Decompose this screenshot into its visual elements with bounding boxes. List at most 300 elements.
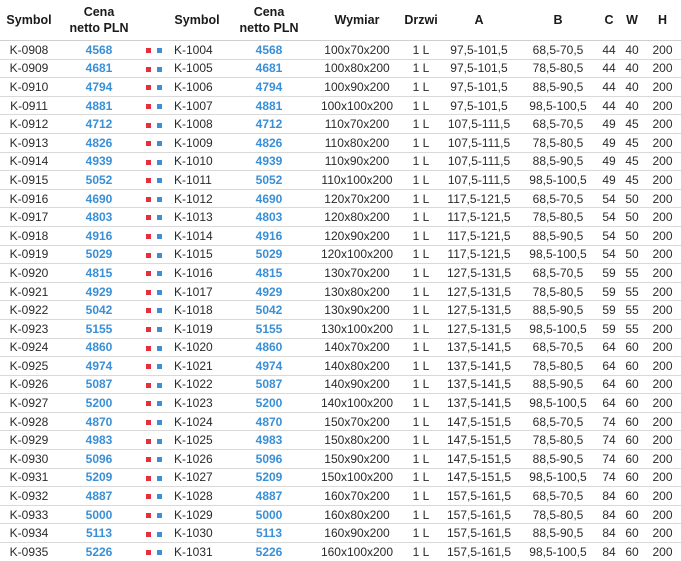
- price-2-cell: 4815: [226, 264, 312, 283]
- price-2-cell: 4860: [226, 338, 312, 357]
- price-2-cell: 5052: [226, 171, 312, 190]
- dimension-cell: 140x100x200: [312, 394, 402, 413]
- color-marker-cell: [140, 431, 168, 450]
- symbol-1-cell: K-0929: [0, 431, 58, 450]
- w-value-cell: 50: [620, 245, 644, 264]
- price-2-cell: 4681: [226, 59, 312, 78]
- symbol-2-cell: K-1011: [168, 171, 226, 190]
- symbol-2-cell: K-1030: [168, 524, 226, 543]
- color-marker-cell: [140, 208, 168, 227]
- price-1-cell: 4881: [58, 96, 140, 115]
- c-value-cell: 54: [598, 189, 620, 208]
- doors-cell: 1 L: [402, 431, 440, 450]
- color-marker-cell: [140, 468, 168, 487]
- symbol-1-cell: K-0919: [0, 245, 58, 264]
- symbol-1-cell: K-0920: [0, 264, 58, 283]
- color-marker-cell: [140, 264, 168, 283]
- symbol-2-cell: K-1022: [168, 375, 226, 394]
- a-value-cell: 137,5-141,5: [440, 394, 518, 413]
- b-value-cell: 68,5-70,5: [518, 41, 598, 60]
- c-value-cell: 49: [598, 115, 620, 134]
- table-row: [0, 468, 681, 487]
- table-row: [0, 171, 681, 190]
- blue-square-icon: [157, 160, 162, 165]
- w-value-cell: 50: [620, 189, 644, 208]
- price-2-cell: 5200: [226, 394, 312, 413]
- dimension-cell: 100x90x200: [312, 78, 402, 97]
- red-square-icon: [146, 439, 151, 444]
- color-marker-cell: [140, 301, 168, 320]
- table-row: [0, 226, 681, 245]
- doors-cell: 1 L: [402, 226, 440, 245]
- header-marker: [140, 0, 168, 41]
- c-value-cell: 44: [598, 59, 620, 78]
- table-row: [0, 505, 681, 524]
- doors-cell: 1 L: [402, 59, 440, 78]
- dimension-cell: 150x90x200: [312, 450, 402, 469]
- price-2-cell: 4794: [226, 78, 312, 97]
- table-row: [0, 543, 681, 561]
- b-value-cell: 88,5-90,5: [518, 524, 598, 543]
- doors-cell: 1 L: [402, 394, 440, 413]
- symbol-1-cell: K-0934: [0, 524, 58, 543]
- blue-square-icon: [157, 346, 162, 351]
- a-value-cell: 117,5-121,5: [440, 208, 518, 227]
- price-1-cell: 4860: [58, 338, 140, 357]
- c-value-cell: 84: [598, 505, 620, 524]
- doors-cell: 1 L: [402, 468, 440, 487]
- dimension-cell: 150x70x200: [312, 412, 402, 431]
- red-square-icon: [146, 104, 151, 109]
- color-marker-cell: [140, 338, 168, 357]
- dimension-cell: 140x70x200: [312, 338, 402, 357]
- a-value-cell: 97,5-101,5: [440, 59, 518, 78]
- price-2-cell: 4887: [226, 487, 312, 506]
- w-value-cell: 45: [620, 115, 644, 134]
- symbol-2-cell: K-1006: [168, 78, 226, 97]
- price-2-cell: 4881: [226, 96, 312, 115]
- dimension-cell: 160x100x200: [320, 544, 394, 559]
- price-1-cell: 4681: [58, 59, 140, 78]
- c-value-cell: 44: [598, 41, 620, 60]
- c-value-cell: 44: [598, 96, 620, 115]
- blue-square-icon: [157, 67, 162, 72]
- doors-cell: 1 L: [402, 115, 440, 134]
- h-value-cell: 200: [644, 226, 681, 245]
- blue-square-icon: [157, 532, 162, 537]
- red-square-icon: [146, 327, 151, 332]
- c-value-cell: 74: [598, 468, 620, 487]
- w-value-cell: 45: [620, 171, 644, 190]
- price-2-cell: 5029: [226, 245, 312, 264]
- b-value-cell: 68,5-70,5: [518, 487, 598, 506]
- price-2-cell: 5226: [255, 544, 283, 559]
- a-value-cell: 117,5-121,5: [440, 189, 518, 208]
- a-value-cell: 137,5-141,5: [440, 357, 518, 376]
- symbol-2-cell: K-1004: [168, 41, 226, 60]
- price-2-cell: 4974: [226, 357, 312, 376]
- red-square-icon: [146, 476, 151, 481]
- doors-cell: 1 L: [402, 282, 440, 301]
- price-1-cell: 4803: [58, 208, 140, 227]
- price-2-cell: 5113: [226, 524, 312, 543]
- symbol-1-cell: K-0933: [0, 505, 58, 524]
- b-value-cell: 98,5-100,5: [529, 544, 587, 559]
- table-row: [0, 338, 681, 357]
- doors-cell: 1 L: [402, 171, 440, 190]
- price-1-cell: 4815: [58, 264, 140, 283]
- table-row: [0, 394, 681, 413]
- dimension-cell: 130x70x200: [312, 264, 402, 283]
- symbol-2-cell: K-1025: [168, 431, 226, 450]
- a-value-cell: 157,5-161,5: [440, 524, 518, 543]
- table-row: [0, 189, 681, 208]
- symbol-2-cell: K-1010: [168, 152, 226, 171]
- h-value-cell: 200: [644, 115, 681, 134]
- dimension-cell: 150x80x200: [312, 431, 402, 450]
- b-value-cell: 88,5-90,5: [518, 301, 598, 320]
- red-square-icon: [146, 513, 151, 518]
- c-value-cell: 84: [598, 487, 620, 506]
- red-square-icon: [146, 215, 151, 220]
- red-square-icon: [146, 494, 151, 499]
- symbol-2-cell: K-1015: [168, 245, 226, 264]
- doors-cell: 1 L: [402, 189, 440, 208]
- red-square-icon: [146, 383, 151, 388]
- header-symbol-2: Symbol: [168, 0, 226, 41]
- price-2-cell: 5087: [226, 375, 312, 394]
- blue-square-icon: [157, 476, 162, 481]
- price-2-cell: 4929: [226, 282, 312, 301]
- symbol-1-cell: K-0914: [0, 152, 58, 171]
- doors-cell: 1 L: [402, 96, 440, 115]
- c-value-cell: 59: [598, 264, 620, 283]
- price-1-cell: 4870: [58, 412, 140, 431]
- red-square-icon: [146, 290, 151, 295]
- symbol-1-cell: K-0926: [0, 375, 58, 394]
- h-value-cell: 200: [644, 189, 681, 208]
- b-value-cell: 68,5-70,5: [518, 412, 598, 431]
- blue-square-icon: [157, 234, 162, 239]
- a-value-cell: 157,5-161,5: [440, 487, 518, 506]
- a-value-cell: 147,5-151,5: [440, 450, 518, 469]
- red-square-icon: [146, 197, 151, 202]
- color-marker-cell: [140, 189, 168, 208]
- c-value-cell: 59: [598, 301, 620, 320]
- b-value-cell: 88,5-90,5: [518, 450, 598, 469]
- b-value-cell: 78,5-80,5: [518, 505, 598, 524]
- symbol-1-cell: K-0925: [0, 357, 58, 376]
- b-value-cell: 68,5-70,5: [518, 115, 598, 134]
- symbol-2-cell: K-1024: [168, 412, 226, 431]
- color-marker-cell: [140, 319, 168, 338]
- color-marker-cell: [140, 152, 168, 171]
- c-value-cell: 64: [598, 375, 620, 394]
- blue-square-icon: [157, 364, 162, 369]
- h-value-cell: 200: [644, 171, 681, 190]
- blue-square-icon: [157, 327, 162, 332]
- a-value-cell: 107,5-111,5: [440, 133, 518, 152]
- color-marker-cell: [140, 412, 168, 431]
- table-header-row: [0, 0, 681, 41]
- symbol-1-cell: K-0928: [0, 412, 58, 431]
- a-value-cell: 157,5-161,5: [440, 505, 518, 524]
- symbol-1-cell: K-0935: [9, 544, 49, 559]
- table-row: [0, 282, 681, 301]
- symbol-1-cell: K-0921: [0, 282, 58, 301]
- w-value-cell: 60: [620, 375, 644, 394]
- symbol-2-cell: K-1012: [168, 189, 226, 208]
- red-square-icon: [146, 457, 151, 462]
- blue-square-icon: [157, 550, 162, 555]
- symbol-1-cell: K-0930: [0, 450, 58, 469]
- c-value-cell: 59: [598, 319, 620, 338]
- price-1-cell: 4887: [58, 487, 140, 506]
- red-square-icon: [146, 85, 151, 90]
- symbol-2-cell: K-1029: [168, 505, 226, 524]
- symbol-2-cell: K-1016: [168, 264, 226, 283]
- c-value-cell: 49: [598, 133, 620, 152]
- h-value-cell: 200: [644, 96, 681, 115]
- color-marker-cell: [140, 282, 168, 301]
- dimension-cell: 160x70x200: [312, 487, 402, 506]
- doors-cell: 1 L: [402, 450, 440, 469]
- symbol-2-cell: K-1020: [168, 338, 226, 357]
- c-value-cell: 59: [598, 282, 620, 301]
- dimension-cell: 110x80x200: [312, 133, 402, 152]
- h-value-cell: 200: [644, 412, 681, 431]
- price-2-cell: 4826: [226, 133, 312, 152]
- h-value-cell: 200: [644, 319, 681, 338]
- h-value-cell: 200: [644, 338, 681, 357]
- table-row: [0, 133, 681, 152]
- w-value-cell: 50: [620, 226, 644, 245]
- price-2-cell: 4803: [226, 208, 312, 227]
- h-value-cell: 200: [644, 301, 681, 320]
- c-value-cell: 54: [598, 226, 620, 245]
- a-value-cell: 157,5-161,5: [446, 544, 512, 559]
- red-square-icon: [146, 550, 151, 555]
- color-marker-cell: [140, 115, 168, 134]
- b-value-cell: 88,5-90,5: [518, 226, 598, 245]
- a-value-cell: 147,5-151,5: [440, 431, 518, 450]
- blue-square-icon: [157, 215, 162, 220]
- w-value-cell: 40: [620, 59, 644, 78]
- doors-cell: 1 L: [402, 319, 440, 338]
- a-value-cell: 147,5-151,5: [440, 468, 518, 487]
- b-value-cell: 78,5-80,5: [518, 282, 598, 301]
- price-1-cell: 5113: [58, 524, 140, 543]
- price-1-cell: 4794: [58, 78, 140, 97]
- symbol-2-cell: K-1021: [168, 357, 226, 376]
- table-row: [0, 41, 681, 60]
- symbol-2-cell: K-1028: [168, 487, 226, 506]
- b-value-cell: 98,5-100,5: [518, 468, 598, 487]
- price-1-cell: 4939: [58, 152, 140, 171]
- price-2-cell: 5042: [226, 301, 312, 320]
- dimension-cell: 100x80x200: [312, 59, 402, 78]
- c-value-cell: 64: [598, 357, 620, 376]
- symbol-2-cell: K-1031: [174, 544, 213, 559]
- dimension-cell: 110x70x200: [312, 115, 402, 134]
- price-2-cell: 4712: [226, 115, 312, 134]
- dimension-cell: 110x90x200: [312, 152, 402, 171]
- blue-square-icon: [157, 420, 162, 425]
- red-square-icon: [146, 532, 151, 537]
- blue-square-icon: [157, 141, 162, 146]
- dimension-cell: 120x70x200: [312, 189, 402, 208]
- w-value-cell: 40: [620, 96, 644, 115]
- price-2-cell: 5000: [226, 505, 312, 524]
- price-1-cell: 5209: [58, 468, 140, 487]
- red-square-icon: [146, 141, 151, 146]
- red-square-icon: [146, 308, 151, 313]
- price-1-cell: 4974: [58, 357, 140, 376]
- a-value-cell: 127,5-131,5: [440, 282, 518, 301]
- a-value-cell: 147,5-151,5: [440, 412, 518, 431]
- symbol-2-cell: K-1017: [168, 282, 226, 301]
- doors-cell: 1 L: [402, 264, 440, 283]
- w-value-cell: 55: [620, 264, 644, 283]
- h-value-cell: 200: [644, 133, 681, 152]
- w-value-cell: 45: [620, 133, 644, 152]
- price-1-cell: 5052: [58, 171, 140, 190]
- doors-cell: 1 L: [402, 487, 440, 506]
- a-value-cell: 107,5-111,5: [440, 171, 518, 190]
- doors-cell: 1 L: [412, 544, 430, 559]
- dimension-cell: 130x80x200: [312, 282, 402, 301]
- b-value-cell: 78,5-80,5: [518, 431, 598, 450]
- table-body: [0, 41, 681, 561]
- color-marker-cell: [140, 133, 168, 152]
- h-value-cell: 200: [644, 282, 681, 301]
- color-marker-cell: [140, 375, 168, 394]
- h-value-cell: 200: [644, 375, 681, 394]
- w-value-cell: 60: [620, 431, 644, 450]
- color-marker-cell: [140, 41, 168, 60]
- h-value-cell: 200: [644, 357, 681, 376]
- color-marker-cell: [140, 245, 168, 264]
- h-value-cell: 200: [644, 264, 681, 283]
- symbol-2-cell: K-1027: [168, 468, 226, 487]
- h-value-cell: 200: [644, 505, 681, 524]
- red-square-icon: [146, 48, 151, 53]
- blue-square-icon: [157, 401, 162, 406]
- h-value-cell: 200: [644, 78, 681, 97]
- blue-square-icon: [157, 439, 162, 444]
- price-1-cell: 4916: [58, 226, 140, 245]
- a-value-cell: 137,5-141,5: [440, 375, 518, 394]
- dimension-cell: 110x100x200: [312, 171, 402, 190]
- a-value-cell: 117,5-121,5: [440, 226, 518, 245]
- price-1-cell: 5155: [58, 319, 140, 338]
- w-value-cell: 55: [620, 282, 644, 301]
- price-1-cell: 4568: [58, 41, 140, 60]
- header-b: B: [518, 0, 598, 41]
- symbol-2-cell: K-1008: [168, 115, 226, 134]
- symbol-1-cell: K-0931: [0, 468, 58, 487]
- b-value-cell: 78,5-80,5: [518, 208, 598, 227]
- price-2-cell: 5096: [226, 450, 312, 469]
- table-row: [0, 319, 681, 338]
- symbol-1-cell: K-0910: [0, 78, 58, 97]
- red-square-icon: [146, 178, 151, 183]
- a-value-cell: 127,5-131,5: [440, 264, 518, 283]
- dimension-cell: 130x100x200: [312, 319, 402, 338]
- price-2-cell: 5155: [226, 319, 312, 338]
- price-1-cell: 5087: [58, 375, 140, 394]
- h-value-cell: 200: [644, 524, 681, 543]
- w-value-cell: 60: [620, 394, 644, 413]
- dimension-cell: 140x90x200: [312, 375, 402, 394]
- header-c: C: [598, 0, 620, 41]
- price-2-cell: 4568: [226, 41, 312, 60]
- w-value-cell: 55: [620, 319, 644, 338]
- table-row: [0, 301, 681, 320]
- color-marker-cell: [140, 171, 168, 190]
- price-1-cell: 4826: [58, 133, 140, 152]
- b-value-cell: 68,5-70,5: [518, 264, 598, 283]
- red-square-icon: [146, 420, 151, 425]
- b-value-cell: 98,5-100,5: [518, 171, 598, 190]
- w-value-cell: 50: [620, 208, 644, 227]
- header-symbol-1: Symbol: [0, 0, 58, 41]
- w-value-cell: 55: [620, 301, 644, 320]
- b-value-cell: 78,5-80,5: [518, 133, 598, 152]
- price-1-cell: 5029: [58, 245, 140, 264]
- color-marker-cell: [140, 78, 168, 97]
- dimension-cell: 140x80x200: [312, 357, 402, 376]
- header-price-2: [226, 0, 312, 41]
- doors-cell: 1 L: [402, 41, 440, 60]
- price-1-cell: 5042: [58, 301, 140, 320]
- doors-cell: 1 L: [402, 301, 440, 320]
- table-row: [0, 357, 681, 376]
- h-value-cell: 200: [644, 487, 681, 506]
- blue-square-icon: [157, 494, 162, 499]
- blue-square-icon: [157, 513, 162, 518]
- doors-cell: 1 L: [402, 133, 440, 152]
- dimension-cell: 100x70x200: [312, 41, 402, 60]
- b-value-cell: 78,5-80,5: [518, 357, 598, 376]
- c-value-cell: 64: [598, 394, 620, 413]
- a-value-cell: 127,5-131,5: [440, 301, 518, 320]
- symbol-1-cell: K-0912: [0, 115, 58, 134]
- c-value-cell: 84: [602, 544, 616, 559]
- c-value-cell: 54: [598, 245, 620, 264]
- symbol-1-cell: K-0932: [0, 487, 58, 506]
- w-value-cell: 40: [620, 78, 644, 97]
- color-marker-cell: [140, 505, 168, 524]
- red-square-icon: [146, 401, 151, 406]
- doors-cell: 1 L: [402, 505, 440, 524]
- c-value-cell: 74: [598, 450, 620, 469]
- doors-cell: 1 L: [402, 338, 440, 357]
- dimension-cell: 120x80x200: [312, 208, 402, 227]
- w-value-cell: 40: [620, 41, 644, 60]
- symbol-1-cell: K-0917: [0, 208, 58, 227]
- blue-square-icon: [157, 271, 162, 276]
- header-w: W: [620, 0, 644, 41]
- blue-square-icon: [157, 383, 162, 388]
- table-row: [0, 375, 681, 394]
- price-1-cell: 4983: [58, 431, 140, 450]
- dimension-cell: 150x100x200: [312, 468, 402, 487]
- red-square-icon: [146, 346, 151, 351]
- symbol-1-cell: K-0915: [0, 171, 58, 190]
- symbol-2-cell: K-1009: [168, 133, 226, 152]
- dimension-cell: 120x90x200: [312, 226, 402, 245]
